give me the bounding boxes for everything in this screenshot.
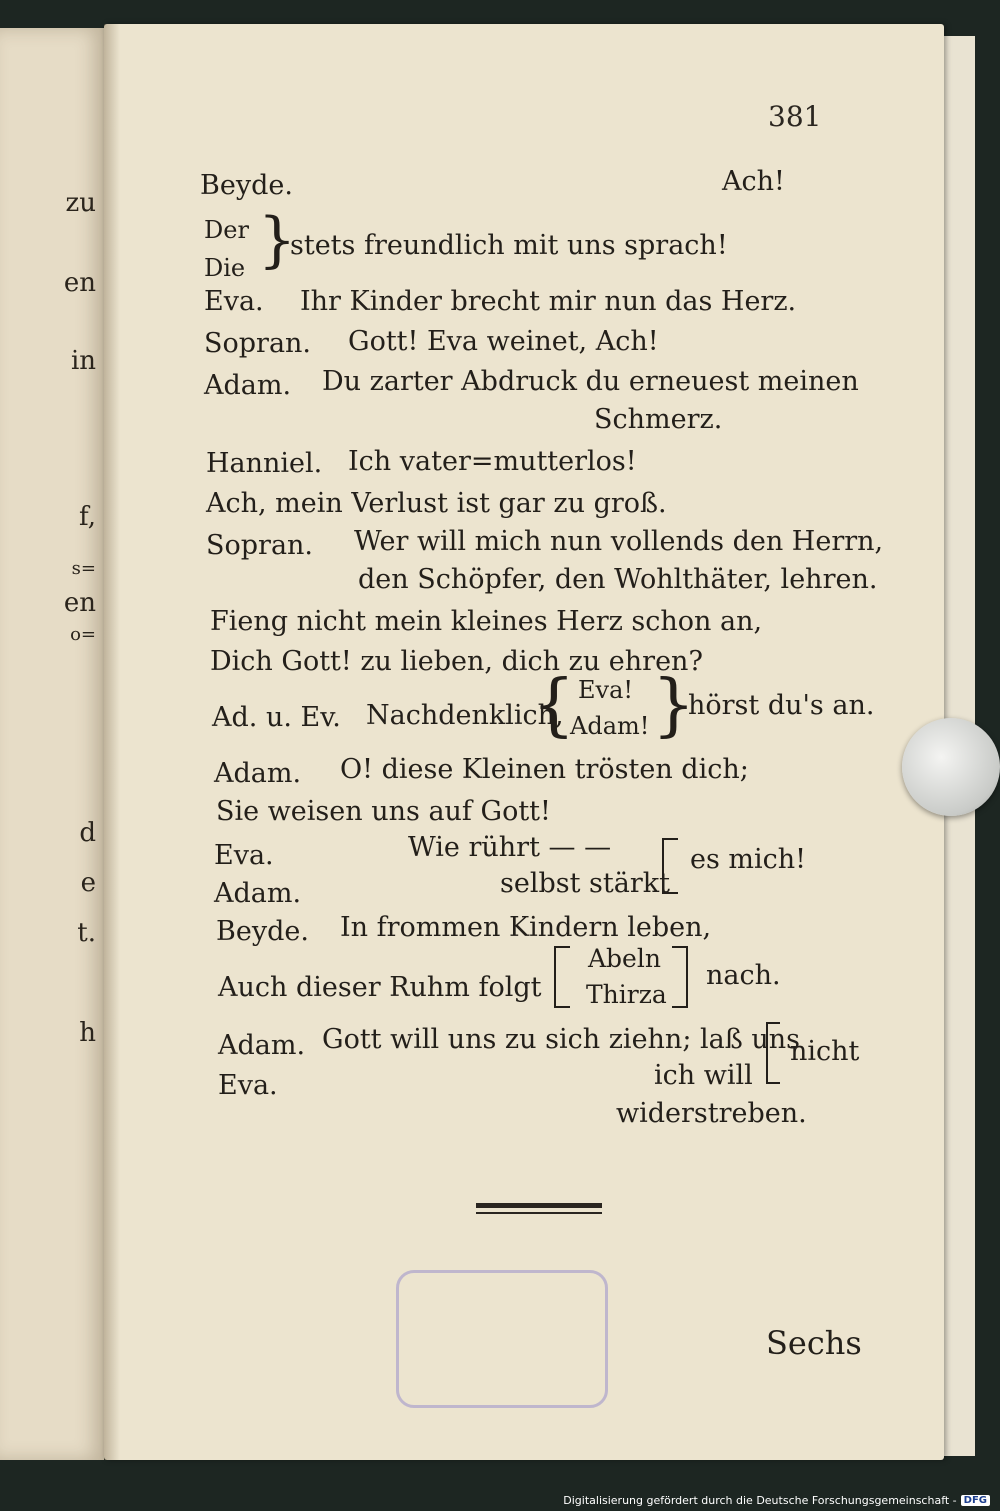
text-line: Gott! Eva weinet, Ach! [348,326,659,357]
facing-page-fragment: zu [65,188,96,218]
speaker-label: Beyde. [216,916,309,947]
text-line: Dich Gott! zu lieben, dich zu ehren? [210,646,703,677]
facing-page-fragment: en [63,588,96,618]
text-line: Ach, mein Verlust ist gar zu groß. [206,488,667,519]
text-line: Gott will uns zu sich ziehn; laß uns [322,1024,800,1055]
text-line: widerstreben. [616,1098,807,1129]
catchword: Sechs [766,1324,862,1362]
square-bracket [672,946,688,1008]
square-bracket [554,946,570,1008]
text-line: Ihr Kinder brecht mir nun das Herz. [300,286,797,317]
text-line: Ach! [722,166,785,197]
text-line: stets freundlich mit uns sprach! [290,230,728,261]
text-line: O! diese Kleinen trösten dich; [340,754,749,785]
page-gutter-shadow [104,24,120,1460]
page-number: 381 [768,100,822,133]
text-line: Fieng nicht mein kleines Herz schon an, [210,606,763,637]
text-line: Wie rührt — — [408,832,612,863]
speaker-label: Adam. [214,878,302,909]
text-line: Ich vater=mutterlos! [348,446,637,477]
text-line: Nachdenklich, [366,700,564,731]
text-line: Du zarter Abdruck du erneuest meinen [322,366,859,397]
text-line: Die [204,254,246,282]
facing-page-fragment: f, [79,502,96,532]
facing-page-fragment: e [80,868,96,898]
text-line: Eva! [578,676,634,704]
facing-page-fragment: o= [70,624,96,645]
speaker-label: Eva. [204,286,264,317]
text-line: Thirza [586,980,667,1009]
curly-brace: } [652,666,696,745]
text-line: Schmerz. [594,404,723,435]
facing-page-left [0,28,104,1460]
speaker-label: Sopran. [206,530,314,561]
facing-page-fragment: in [70,346,96,376]
text-line: selbst stärkt [500,868,670,899]
section-rule-thin [476,1212,602,1214]
speaker-label: Beyde. [200,170,293,201]
text-line: den Schöpfer, den Wohlthäter, lehren. [358,564,878,595]
dfg-logo: DFG [961,1495,990,1506]
text-line: nicht [790,1036,860,1067]
speaker-label: Sopran. [204,328,312,359]
text-line: ich will [654,1060,753,1091]
speaker-label: Adam. [214,758,302,789]
text-line: nach. [706,960,781,991]
speaker-label: Eva. [214,840,274,871]
speaker-label: Ad. u. Ev. [212,702,341,733]
text-line: Abeln [588,944,661,973]
speaker-label: Adam. [204,370,292,401]
speaker-label: Adam. [218,1030,306,1061]
square-bracket [662,838,678,894]
text-line: hörst du's an. [688,690,875,721]
text-line: Sie weisen uns auf Gott! [216,796,551,827]
curly-brace: } [258,205,297,275]
text-line: In frommen Kindern leben, [340,912,712,943]
facing-page-fragment: s= [71,558,96,579]
text-line: Adam! [570,712,650,740]
facing-page-fragment: h [79,1018,96,1048]
facing-page-fragment: d [79,818,96,848]
credit-text: Digitalisierung gefördert durch die Deutsche Forschungsgemeinschaft - [563,1494,957,1507]
text-line: Auch dieser Ruhm folgt [218,972,542,1003]
speaker-label: Hanniel. [206,448,323,479]
section-rule [476,1203,602,1208]
digitization-credit [563,1494,990,1507]
library-stamp [396,1270,608,1408]
curly-brace: { [532,666,576,745]
speaker-label: Eva. [218,1070,278,1101]
text-line: Wer will mich nun vollends den Herrn, [354,526,884,557]
facing-page-fragment: t. [77,918,96,948]
page-clip [902,718,1000,816]
facing-page-fragment: en [63,268,96,298]
square-bracket [766,1022,780,1084]
text-line: Der [204,216,249,244]
text-line: es mich! [690,844,807,875]
